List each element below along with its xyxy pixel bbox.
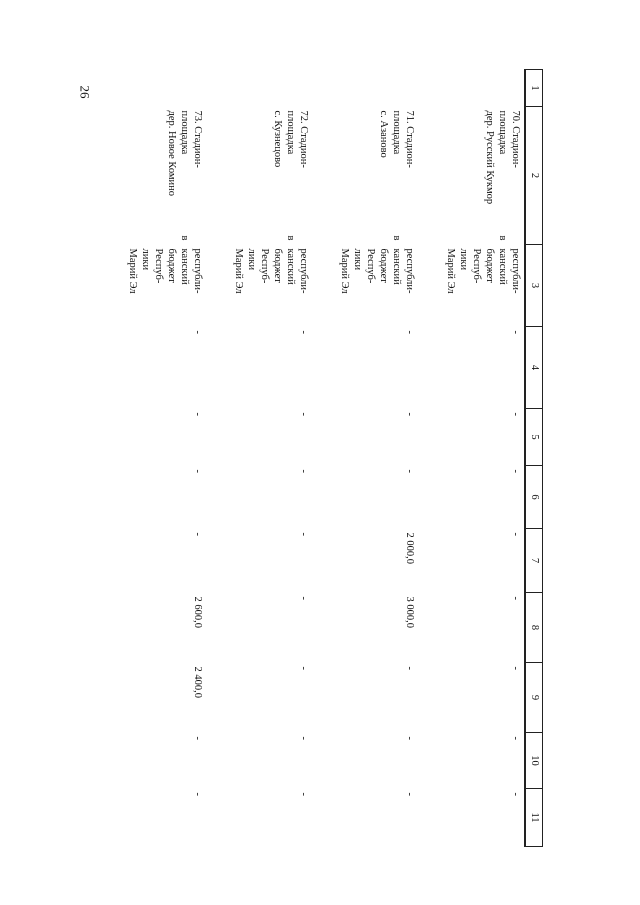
value-col9: - [404,666,415,670]
table-row [312,70,418,847]
object-name-cell [206,107,312,245]
column-header-7: 7 [525,529,543,593]
object-name-cell [312,107,418,245]
funding-source: республи- канский бюджет Респуб- лики Марий Эл [339,248,415,294]
value-col8: - [510,596,521,600]
value-col8: - [298,596,309,600]
value-col6: - [192,469,203,473]
object-word: площадка [391,110,402,155]
column-header-11: 11 [525,789,543,847]
object-prep: в [391,235,402,241]
object-location: дер. Новое Комино [166,110,177,197]
value-col7: - [510,532,521,536]
object-location: с. Кузнецово [272,110,283,168]
column-header-2: 2 [525,107,543,245]
column-header-5: 5 [525,409,543,466]
value-col4: - [510,330,521,334]
row-col1 [100,70,206,107]
value-col4: - [298,330,309,334]
object-title: 70. Стадион- [510,110,521,168]
object-title: 72. Стадион- [298,110,309,168]
value-col7: - [192,532,203,536]
funding-source: республи- канский бюджет Респуб- лики Марий Эл [127,248,203,294]
value-col4: - [404,330,415,334]
value-col7: - [298,532,309,536]
value-col5: - [192,412,203,416]
page-number: 26 [77,85,93,99]
object-prep: в [497,235,508,241]
value-col6: - [510,469,521,473]
object-word: площадка [179,110,190,155]
value-col5: - [510,412,521,416]
object-word: площадка [285,110,296,155]
column-header-6: 6 [525,466,543,529]
column-header-1: 1 [525,70,543,107]
value-col10: - [192,736,203,740]
header-row [525,70,543,847]
value-col5: - [298,412,309,416]
value-col10: - [404,736,415,740]
value-col11: - [192,792,203,796]
row-col1 [418,70,525,107]
value-col6: - [298,469,309,473]
value-col6: - [404,469,415,473]
value-col10: - [298,736,309,740]
value-col11: - [510,792,521,796]
column-header-4: 4 [525,327,543,409]
object-location: с. Азаново [378,110,389,158]
table-row [206,70,312,847]
value-col8: 2 600,0 [192,596,203,628]
funding-source: республи- канский бюджет Респуб- лики Марий Эл [445,248,521,294]
object-name-cell [100,107,206,245]
object-name-cell [418,107,525,245]
value-col9: - [298,666,309,670]
table-row [100,70,206,847]
object-prep: в [285,235,296,241]
value-col4: - [192,330,203,334]
column-header-10: 10 [525,733,543,789]
column-header-8: 8 [525,593,543,663]
value-col5: - [404,412,415,416]
value-col8: 3 000,0 [404,596,415,628]
value-col10: - [510,736,521,740]
object-word: площадка [497,110,508,155]
row-col1 [206,70,312,107]
object-prep: в [179,235,190,241]
object-title: 71. Стадион- [404,110,415,168]
object-location: дер. Русский Кукмор [484,110,495,205]
object-title: 73. Стадион- [192,110,203,168]
table-row [418,70,525,847]
value-col11: - [404,792,415,796]
column-header-3: 3 [525,245,543,327]
value-col7: 2 000,0 [404,532,415,564]
value-col11: - [298,792,309,796]
rotated-table-container [108,69,543,846]
column-header-9: 9 [525,663,543,733]
value-col9: - [510,666,521,670]
value-col9: 2 400,0 [192,666,203,698]
budget-table [100,69,543,847]
row-col1 [312,70,418,107]
funding-source: республи- канский бюджет Респуб- лики Марий Эл [233,248,309,294]
